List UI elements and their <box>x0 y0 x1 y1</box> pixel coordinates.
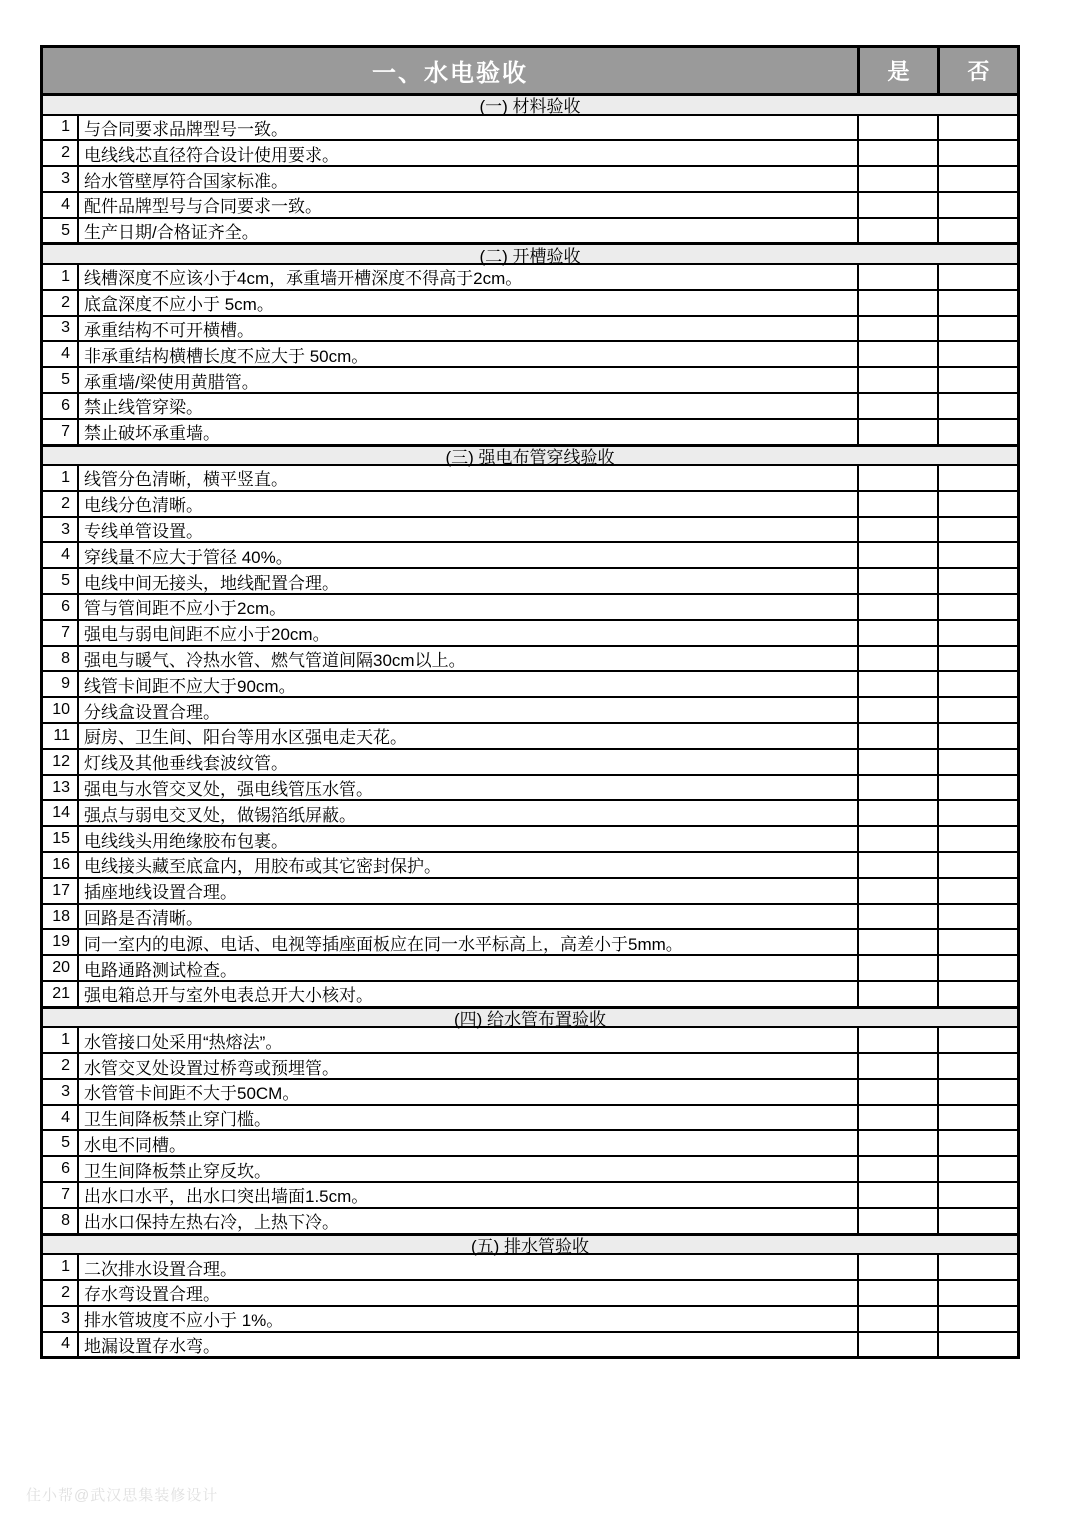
no-answer-cell[interactable] <box>937 569 1017 593</box>
row-number: 3 <box>61 169 70 187</box>
yes-answer-cell[interactable] <box>857 492 937 516</box>
table-row <box>43 263 1017 289</box>
no-answer-cell[interactable] <box>937 776 1017 800</box>
yes-answer-cell[interactable] <box>857 1281 937 1305</box>
no-answer-cell[interactable] <box>937 853 1017 877</box>
yes-answer-cell[interactable] <box>857 219 937 243</box>
yes-answer-cell[interactable] <box>857 317 937 341</box>
table-row <box>43 593 1017 619</box>
no-answer-cell[interactable] <box>937 265 1017 289</box>
table-row <box>43 980 1017 1006</box>
table-row <box>43 191 1017 217</box>
table-row <box>43 490 1017 516</box>
row-description: 二次排水设置合理。 <box>77 1255 857 1279</box>
row-description: 强点与弱电交叉处，做锡箔纸屏蔽。 <box>77 801 857 825</box>
row-description: 水管管卡间距不大于50CM。 <box>77 1080 857 1104</box>
no-answer-cell[interactable] <box>937 492 1017 516</box>
table-row <box>43 340 1017 366</box>
yes-answer-cell[interactable] <box>857 1209 937 1233</box>
section-header-row <box>43 242 1017 266</box>
no-answer-cell[interactable] <box>937 1307 1017 1331</box>
row-description: 非承重结构横槽长度不应大于 50cm。 <box>77 342 857 366</box>
row-number: 17 <box>52 881 70 899</box>
no-answer-cell[interactable] <box>937 1106 1017 1130</box>
table-row <box>43 774 1017 800</box>
column-header-no: 否 <box>937 48 1017 93</box>
table-row <box>43 1129 1017 1155</box>
yes-answer-cell[interactable] <box>857 291 937 315</box>
no-answer-cell[interactable] <box>937 982 1017 1006</box>
table-row <box>43 1104 1017 1130</box>
row-number: 18 <box>52 907 70 925</box>
yes-answer-cell[interactable] <box>857 776 937 800</box>
row-number: 19 <box>52 933 70 951</box>
no-answer-cell[interactable] <box>937 167 1017 191</box>
table-row <box>43 670 1017 696</box>
row-number: 9 <box>61 675 70 693</box>
table-row <box>43 464 1017 490</box>
row-description: 同一室内的电源、电话、电视等插座面板应在同一水平标高上，高差小于5mm。 <box>77 930 857 954</box>
no-answer-cell[interactable] <box>937 1183 1017 1207</box>
section-header-row <box>43 1233 1017 1254</box>
yes-answer-cell[interactable] <box>857 1307 937 1331</box>
table-row <box>43 1078 1017 1104</box>
row-description: 给水管壁厚符合国家标准。 <box>77 167 857 191</box>
row-number: 21 <box>52 984 70 1002</box>
section-title: (五) 排水管验收 <box>470 1236 590 1256</box>
table-row <box>43 1026 1017 1052</box>
row-number: 1 <box>61 267 70 285</box>
yes-answer-cell[interactable] <box>857 518 937 542</box>
row-description: 线管卡间距不应大于90cm。 <box>77 672 857 696</box>
row-description: 回路是否清晰。 <box>77 905 857 929</box>
table-row <box>43 1181 1017 1207</box>
row-description: 厨房、卫生间、阳台等用水区强电走天花。 <box>77 724 857 748</box>
row-number: 1 <box>61 1258 70 1276</box>
no-answer-cell[interactable] <box>937 518 1017 542</box>
row-number: 8 <box>61 1211 70 1229</box>
table-row <box>43 722 1017 748</box>
row-description: 卫生间降板禁止穿门槛。 <box>77 1106 857 1130</box>
row-number: 16 <box>52 855 70 873</box>
no-answer-cell[interactable] <box>937 317 1017 341</box>
row-description: 线管分色清晰，横平竖直。 <box>77 466 857 490</box>
yes-answer-cell[interactable] <box>857 672 937 696</box>
section-title: (一) 材料验收 <box>479 97 581 117</box>
no-answer-cell[interactable] <box>937 1054 1017 1078</box>
row-description: 出水口水平，出水口突出墙面1.5cm。 <box>77 1183 857 1207</box>
row-number: 2 <box>61 494 70 512</box>
section-title: (二) 开槽验收 <box>479 246 581 266</box>
table-row <box>43 1052 1017 1078</box>
table-row <box>43 619 1017 645</box>
yes-answer-cell[interactable] <box>857 956 937 980</box>
yes-answer-cell[interactable] <box>857 621 937 645</box>
table-row <box>43 541 1017 567</box>
row-number: 13 <box>52 778 70 796</box>
row-description: 禁止线管穿梁。 <box>77 394 857 418</box>
table-row <box>43 392 1017 418</box>
row-description: 排水管坡度不应小于 1%。 <box>77 1307 857 1331</box>
yes-answer-cell[interactable] <box>857 750 937 774</box>
table-row <box>43 851 1017 877</box>
row-description: 灯线及其他垂线套波纹管。 <box>77 750 857 774</box>
no-answer-cell[interactable] <box>937 420 1017 444</box>
table-row <box>43 217 1017 243</box>
row-number: 7 <box>61 422 70 440</box>
yes-answer-cell[interactable] <box>857 265 937 289</box>
table-row <box>43 567 1017 593</box>
no-answer-cell[interactable] <box>937 879 1017 903</box>
table-row <box>43 696 1017 722</box>
yes-answer-cell[interactable] <box>857 394 937 418</box>
table-row <box>43 418 1017 444</box>
yes-answer-cell[interactable] <box>857 1255 937 1279</box>
yes-answer-cell[interactable] <box>857 724 937 748</box>
checklist-table <box>40 45 1020 1359</box>
yes-answer-cell[interactable] <box>857 116 937 140</box>
yes-answer-cell[interactable] <box>857 193 937 217</box>
yes-answer-cell[interactable] <box>857 1131 937 1155</box>
row-description: 穿线量不应大于管径 40%。 <box>77 543 857 567</box>
row-description: 承重结构不可开横槽。 <box>77 317 857 341</box>
row-description: 出水口保持左热右冷，上热下冷。 <box>77 1209 857 1233</box>
table-row <box>43 1207 1017 1233</box>
row-description: 禁止破坏承重墙。 <box>77 420 857 444</box>
no-answer-cell[interactable] <box>937 698 1017 722</box>
no-answer-cell[interactable] <box>937 647 1017 671</box>
row-number: 7 <box>61 1185 70 1203</box>
no-answer-cell[interactable] <box>937 827 1017 851</box>
table-row <box>43 799 1017 825</box>
row-description: 专线单管设置。 <box>77 518 857 542</box>
row-description: 水电不同槽。 <box>77 1131 857 1155</box>
row-number: 5 <box>61 371 70 389</box>
row-number: 4 <box>61 345 70 363</box>
no-answer-cell[interactable] <box>937 724 1017 748</box>
row-number: 8 <box>61 649 70 667</box>
row-number: 1 <box>61 468 70 486</box>
no-answer-cell[interactable] <box>937 219 1017 243</box>
no-answer-cell[interactable] <box>937 1131 1017 1155</box>
row-description: 电线分色清晰。 <box>77 492 857 516</box>
row-description: 强电与弱电间距不应小于20cm。 <box>77 621 857 645</box>
yes-answer-cell[interactable] <box>857 801 937 825</box>
row-description: 存水弯设置合理。 <box>77 1281 857 1305</box>
yes-answer-cell[interactable] <box>857 141 937 165</box>
table-row <box>43 516 1017 542</box>
row-number: 3 <box>61 520 70 538</box>
row-number: 5 <box>61 221 70 239</box>
yes-answer-cell[interactable] <box>857 853 937 877</box>
row-description: 生产日期/合格证齐全。 <box>77 219 857 243</box>
row-description: 管与管间距不应小于2cm。 <box>77 595 857 619</box>
no-answer-cell[interactable] <box>937 141 1017 165</box>
row-number: 6 <box>61 1160 70 1178</box>
table-row <box>43 903 1017 929</box>
row-number: 12 <box>52 752 70 770</box>
no-answer-cell[interactable] <box>937 466 1017 490</box>
row-number: 5 <box>61 1134 70 1152</box>
yes-answer-cell[interactable] <box>857 1106 937 1130</box>
table-row <box>43 954 1017 980</box>
row-description: 线槽深度不应该小于4cm，承重墙开槽深度不得高于2cm。 <box>77 265 857 289</box>
yes-answer-cell[interactable] <box>857 1080 937 1104</box>
row-number: 3 <box>61 1309 70 1327</box>
no-answer-cell[interactable] <box>937 672 1017 696</box>
section-title: (四) 给水管布置验收 <box>453 1010 607 1030</box>
row-number: 2 <box>61 1283 70 1301</box>
yes-answer-cell[interactable] <box>857 982 937 1006</box>
table-row <box>43 315 1017 341</box>
table-row <box>43 748 1017 774</box>
row-description: 卫生间降板禁止穿反坎。 <box>77 1157 857 1181</box>
no-answer-cell[interactable] <box>937 621 1017 645</box>
yes-answer-cell[interactable] <box>857 698 937 722</box>
table-row <box>43 825 1017 851</box>
row-number: 14 <box>52 804 70 822</box>
yes-answer-cell[interactable] <box>857 420 937 444</box>
row-description: 承重墙/梁使用黄腊管。 <box>77 368 857 392</box>
row-description: 底盒深度不应小于 5cm。 <box>77 291 857 315</box>
no-answer-cell[interactable] <box>937 750 1017 774</box>
no-answer-cell[interactable] <box>937 543 1017 567</box>
no-answer-cell[interactable] <box>937 801 1017 825</box>
row-number: 2 <box>61 144 70 162</box>
no-answer-cell[interactable] <box>937 1281 1017 1305</box>
no-answer-cell[interactable] <box>937 1028 1017 1052</box>
yes-answer-cell[interactable] <box>857 930 937 954</box>
row-number: 4 <box>61 195 70 213</box>
column-header-yes: 是 <box>857 48 937 93</box>
row-description: 配件品牌型号与合同要求一致。 <box>77 193 857 217</box>
no-answer-cell[interactable] <box>937 368 1017 392</box>
table-header-row <box>43 48 1017 93</box>
row-number: 4 <box>61 1108 70 1126</box>
no-answer-cell[interactable] <box>937 342 1017 366</box>
row-number: 10 <box>52 701 70 719</box>
yes-answer-cell[interactable] <box>857 1183 937 1207</box>
yes-answer-cell[interactable] <box>857 167 937 191</box>
table-title: 一、水电验收 <box>372 60 528 87</box>
section-header-row <box>43 444 1017 465</box>
yes-answer-cell[interactable] <box>857 543 937 567</box>
row-number: 6 <box>61 396 70 414</box>
yes-answer-cell[interactable] <box>857 595 937 619</box>
row-description: 插座地线设置合理。 <box>77 879 857 903</box>
table-row <box>43 139 1017 165</box>
no-answer-cell[interactable] <box>937 905 1017 929</box>
row-description: 电路通路测试检查。 <box>77 956 857 980</box>
yes-answer-cell[interactable] <box>857 1028 937 1052</box>
row-number: 3 <box>61 1082 70 1100</box>
yes-answer-cell[interactable] <box>857 879 937 903</box>
row-number: 15 <box>52 830 70 848</box>
row-description: 电线线头用绝缘胶布包裹。 <box>77 827 857 851</box>
no-answer-cell[interactable] <box>937 1255 1017 1279</box>
row-number: 1 <box>61 1031 70 1049</box>
row-number: 7 <box>61 623 70 641</box>
no-answer-cell[interactable] <box>937 595 1017 619</box>
row-number: 1 <box>61 118 70 136</box>
table-row <box>43 366 1017 392</box>
row-description: 与合同要求品牌型号一致。 <box>77 116 857 140</box>
table-body <box>43 93 1017 1356</box>
row-number: 2 <box>61 1056 70 1074</box>
row-description: 强电与暖气、冷热水管、燃气管道间隔30cm以上。 <box>77 647 857 671</box>
yes-answer-cell[interactable] <box>857 905 937 929</box>
row-description: 强电与水管交叉处，强电线管压水管。 <box>77 776 857 800</box>
no-answer-cell[interactable] <box>937 930 1017 954</box>
table-row <box>43 1253 1017 1279</box>
no-answer-cell[interactable] <box>937 1333 1017 1357</box>
table-row <box>43 928 1017 954</box>
row-number: 3 <box>61 319 70 337</box>
row-number: 6 <box>61 597 70 615</box>
yes-answer-cell[interactable] <box>857 342 937 366</box>
table-row <box>43 645 1017 671</box>
table-row <box>43 1331 1017 1357</box>
no-answer-cell[interactable] <box>937 193 1017 217</box>
no-answer-cell[interactable] <box>937 116 1017 140</box>
no-answer-cell[interactable] <box>937 1080 1017 1104</box>
table-row <box>43 877 1017 903</box>
yes-answer-cell[interactable] <box>857 1157 937 1181</box>
row-description: 强电箱总开与室外电表总开大小核对。 <box>77 982 857 1006</box>
row-description: 电线线芯直径符合设计使用要求。 <box>77 141 857 165</box>
section-header-row <box>43 93 1017 117</box>
table-row <box>43 289 1017 315</box>
no-answer-cell[interactable] <box>937 291 1017 315</box>
row-description: 水管交叉处设置过桥弯或预埋管。 <box>77 1054 857 1078</box>
watermark: 住小帮@武汉思集装修设计 <box>26 1487 219 1504</box>
yes-answer-cell[interactable] <box>857 1333 937 1357</box>
row-number: 5 <box>61 572 70 590</box>
section-title: (三) 强电布管穿线验收 <box>445 447 615 467</box>
yes-answer-cell[interactable] <box>857 368 937 392</box>
table-row <box>43 165 1017 191</box>
yes-answer-cell[interactable] <box>857 466 937 490</box>
table-row <box>43 1279 1017 1305</box>
row-description: 分线盒设置合理。 <box>77 698 857 722</box>
table-row <box>43 1155 1017 1181</box>
no-answer-cell[interactable] <box>937 956 1017 980</box>
row-number: 4 <box>61 1335 70 1353</box>
yes-answer-cell[interactable] <box>857 1054 937 1078</box>
no-answer-cell[interactable] <box>937 394 1017 418</box>
table-row <box>43 1305 1017 1331</box>
row-description: 地漏设置存水弯。 <box>77 1333 857 1357</box>
row-number: 2 <box>61 293 70 311</box>
row-number: 11 <box>53 726 70 744</box>
no-answer-cell[interactable] <box>937 1209 1017 1233</box>
row-number: 4 <box>61 546 70 564</box>
yes-answer-cell[interactable] <box>857 569 937 593</box>
row-description: 水管接口处采用“热熔法”。 <box>77 1028 857 1052</box>
row-description: 电线中间无接头，地线配置合理。 <box>77 569 857 593</box>
section-header-row <box>43 1006 1017 1030</box>
row-number: 20 <box>52 959 70 977</box>
row-description: 电线接头藏至底盒内，用胶布或其它密封保护。 <box>77 853 857 877</box>
no-answer-cell[interactable] <box>937 1157 1017 1181</box>
yes-answer-cell[interactable] <box>857 827 937 851</box>
table-row <box>43 114 1017 140</box>
yes-answer-cell[interactable] <box>857 647 937 671</box>
